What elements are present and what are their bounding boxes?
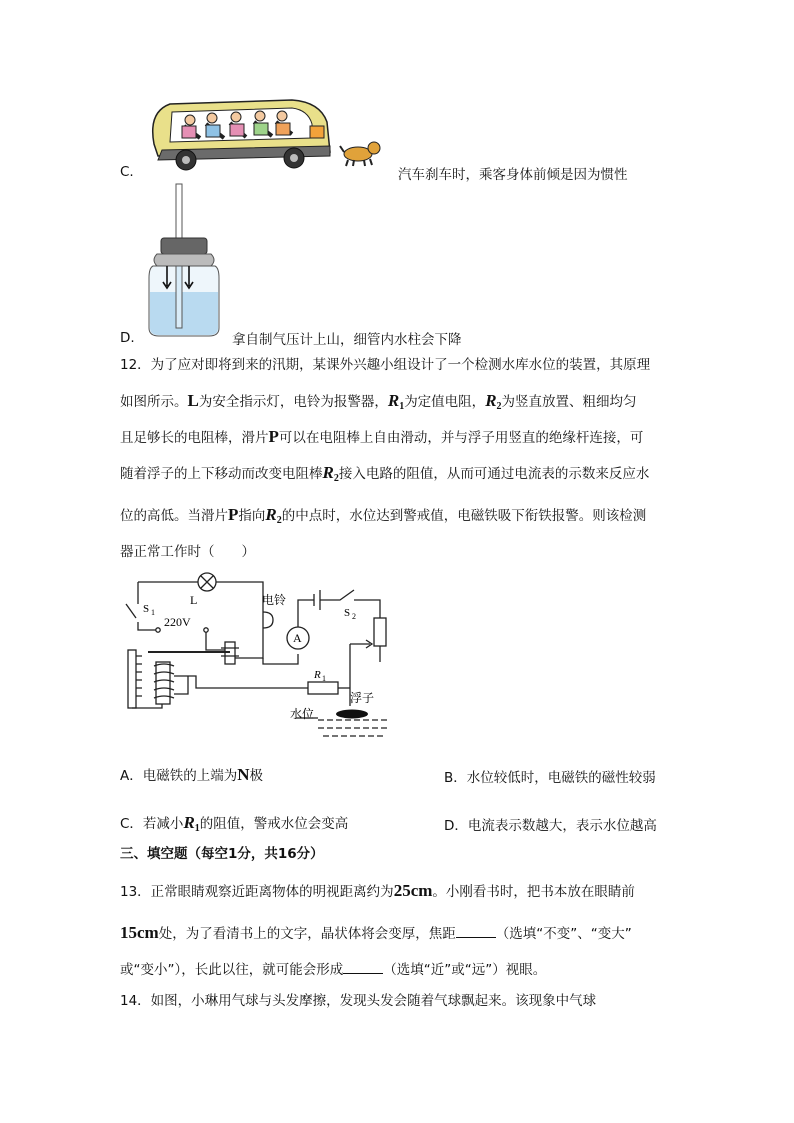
q13-line-1: 13．正常眼睛观察近距离物体的明视距离约为25cm。小刚看书时，把书本放在眼睛前 <box>120 881 635 900</box>
label-ammeter: A <box>293 631 302 645</box>
label-bell: 电铃 <box>262 593 287 607</box>
label-s2-sub: 2 <box>352 612 356 621</box>
q12-line-6: 器正常工作时（ ） <box>120 544 255 560</box>
bus-braking-illustration <box>142 92 392 182</box>
q11-option-d-letter: D. <box>120 330 135 346</box>
q13-blank-eye-type[interactable] <box>343 961 383 974</box>
label-s1: S <box>143 603 150 615</box>
q14-line-1: 14．如图，小琳用气球与头发摩擦，发现头发会随着气球飘起来。该现象中气球 <box>120 993 597 1009</box>
label-water-level: 水位 <box>290 707 315 721</box>
q12-line-5: 位的高低。当滑片P指向$R_2$的中点时，水位达到警戒值，电磁铁吸下衔铁报警。则该检测 <box>120 505 647 526</box>
q11-option-d-text: 拿自制气压计上山，细管内水柱会下降 <box>232 332 462 348</box>
label-s2: S <box>344 607 351 619</box>
label-r1-sub: 1 <box>322 674 326 683</box>
q12-option-b: B．水位较低时，电磁铁的磁性较弱 <box>444 770 656 786</box>
q12-line-4: 随着浮子的上下移动而改变电阻棒$R_2$接入电路的阻值，从而可通过电流表的示数来反应水 <box>120 463 650 484</box>
label-lamp: L <box>190 593 198 607</box>
label-220v: 220V <box>164 615 191 629</box>
q12-option-d: D．电流表示数越大，表示水位越高 <box>444 818 657 834</box>
q12-line-1: 12．为了应对即将到来的汛期，某课外兴趣小组设计了一个检测水库水位的装置，其原理 <box>120 357 651 373</box>
q12-option-a: A．电磁铁的上端为N极 <box>120 765 264 784</box>
label-float: 浮子 <box>350 691 375 705</box>
section-3-heading: 三、填空题（每空1分，共16分） <box>120 846 324 862</box>
q13-blank-focal-length[interactable] <box>456 925 496 938</box>
q12-line-2: 如图所示。L为安全指示灯，电铃为报警器，$R_1$为定值电阻，$R_2$为竖直放置、粗细均匀 <box>120 391 637 412</box>
q11-option-c-text: 汽车刹车时，乘客身体前倾是因为惯性 <box>398 167 628 183</box>
q11-option-c-letter: C. <box>120 164 134 180</box>
q13-line-3: 或“变小”），长此以往，就可能会形成 （选填“近”或“远”）视眼。 <box>120 962 547 978</box>
q12-option-c: C．若减小$R_1$的阻值，警戒水位会变高 <box>120 813 349 834</box>
label-r1: R <box>314 669 321 681</box>
q13-line-2: 15cm处，为了看清书上的文字，晶状体将会变厚，焦距 （选填“不变”、“变大” <box>120 923 632 942</box>
water-level-alarm-circuit <box>118 566 398 748</box>
label-s1-sub: 1 <box>151 608 155 617</box>
q12-line-3: 且足够长的电阻棒，滑片P可以在电阻棒上自由滑动，并与浮子用竖直的绝缘杆连接，可 <box>120 427 644 446</box>
homemade-barometer-illustration <box>145 182 225 342</box>
